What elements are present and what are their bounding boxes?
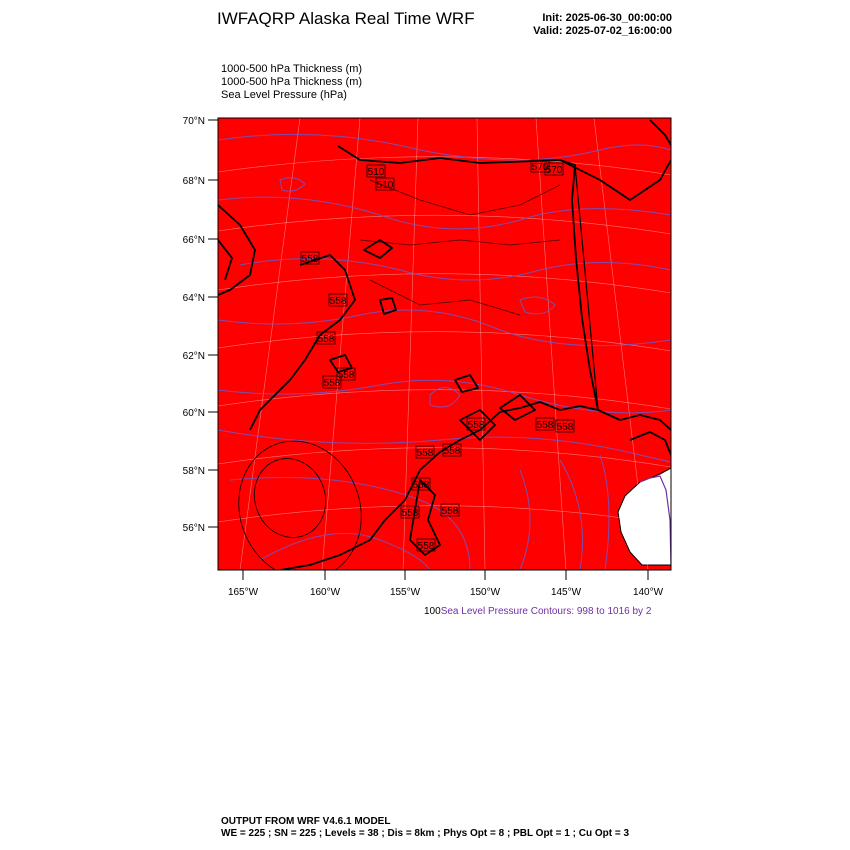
- field-label-thickness-2: 1000-500 hPa Thickness (m): [221, 76, 363, 88]
- slp-contour-info: Sea Level Pressure Contours: 998 to 1016 by 2: [440, 606, 652, 617]
- svg-text:558: 558: [337, 370, 355, 381]
- contour-label: [536, 418, 554, 431]
- svg-text:558: 558: [301, 254, 319, 265]
- contour-label: [367, 165, 385, 178]
- lat-tick: [183, 176, 218, 187]
- lat-tick: [183, 466, 218, 477]
- svg-text:165°W: 165°W: [227, 587, 259, 598]
- svg-text:558: 558: [441, 506, 459, 517]
- contour-label: [467, 418, 485, 431]
- field-label-slp: Sea Level Pressure (hPa): [221, 89, 347, 101]
- svg-text:570: 570: [545, 165, 563, 176]
- svg-text:56°N: 56°N: [182, 523, 205, 534]
- svg-text:558: 558: [329, 296, 347, 307]
- svg-text:558: 558: [443, 446, 461, 457]
- lon-tick: [470, 570, 501, 598]
- map-panel: [218, 118, 671, 596]
- contour-label: [376, 178, 394, 191]
- svg-text:145°W: 145°W: [550, 587, 582, 598]
- lat-tick: [183, 523, 218, 534]
- lat-tick: [183, 408, 218, 419]
- contour-label: [301, 252, 319, 265]
- svg-text:150°W: 150°W: [469, 587, 501, 598]
- model-footer: [221, 816, 629, 840]
- svg-text:66°N: 66°N: [182, 235, 205, 246]
- svg-text:510: 510: [376, 180, 394, 191]
- legend-prefix: 100: [424, 606, 441, 617]
- contour-label: [412, 478, 430, 491]
- init-time: Init: 2025-06-30_00:00:00: [542, 12, 672, 24]
- contour-label: [416, 446, 434, 459]
- svg-text:160°W: 160°W: [309, 587, 341, 598]
- svg-text:558: 558: [536, 420, 554, 431]
- slp-contour-legend: [424, 606, 651, 617]
- contour-label: [401, 506, 419, 519]
- svg-text:558: 558: [467, 420, 485, 431]
- svg-text:558: 558: [416, 448, 434, 459]
- contour-label: [441, 504, 459, 517]
- svg-text:558: 558: [556, 422, 574, 433]
- svg-text:558: 558: [412, 480, 430, 491]
- svg-text:155°W: 155°W: [389, 587, 421, 598]
- contour-label: [556, 420, 574, 433]
- svg-text:558: 558: [417, 541, 435, 552]
- svg-text:68°N: 68°N: [182, 176, 205, 187]
- thickness-fill: [218, 118, 671, 570]
- lat-axis: [183, 116, 218, 534]
- contour-label: [329, 294, 347, 307]
- model-config: WE = 225 ; SN = 225 ; Levels = 38 ; Dis = 8km ; Phys Opt = 8 ; PBL Opt = 1 ; Cu Opt = 3: [221, 828, 630, 839]
- contour-label: [545, 163, 563, 176]
- svg-text:62°N: 62°N: [182, 351, 205, 362]
- lat-tick: [183, 116, 218, 127]
- svg-text:570: 570: [531, 162, 549, 173]
- lat-tick: [183, 235, 218, 246]
- lon-tick: [228, 570, 259, 598]
- svg-text:140°W: 140°W: [632, 587, 664, 598]
- model-version: OUTPUT FROM WRF V4.6.1 MODEL: [221, 816, 391, 827]
- svg-text:70°N: 70°N: [182, 116, 205, 127]
- lon-axis: [228, 570, 664, 598]
- contour-label: [417, 539, 435, 552]
- svg-text:510: 510: [367, 167, 385, 178]
- lat-tick: [183, 351, 218, 362]
- lon-tick: [551, 570, 582, 598]
- svg-text:558: 558: [323, 378, 341, 389]
- lon-tick: [633, 570, 664, 598]
- contour-label: [323, 376, 341, 389]
- lon-tick: [390, 570, 421, 598]
- svg-text:58°N: 58°N: [182, 466, 205, 477]
- lat-tick: [183, 293, 218, 304]
- lon-tick: [310, 570, 341, 598]
- svg-text:558: 558: [317, 334, 335, 345]
- svg-text:64°N: 64°N: [182, 293, 205, 304]
- svg-text:558: 558: [401, 508, 419, 519]
- map-title: IWFAQRP Alaska Real Time WRF: [217, 9, 475, 28]
- valid-time: Valid: 2025-07-02_16:00:00: [533, 25, 672, 37]
- contour-label: [443, 444, 461, 457]
- contour-label: [317, 332, 335, 345]
- field-label-thickness-1: 1000-500 hPa Thickness (m): [221, 63, 363, 75]
- svg-text:60°N: 60°N: [182, 408, 205, 419]
